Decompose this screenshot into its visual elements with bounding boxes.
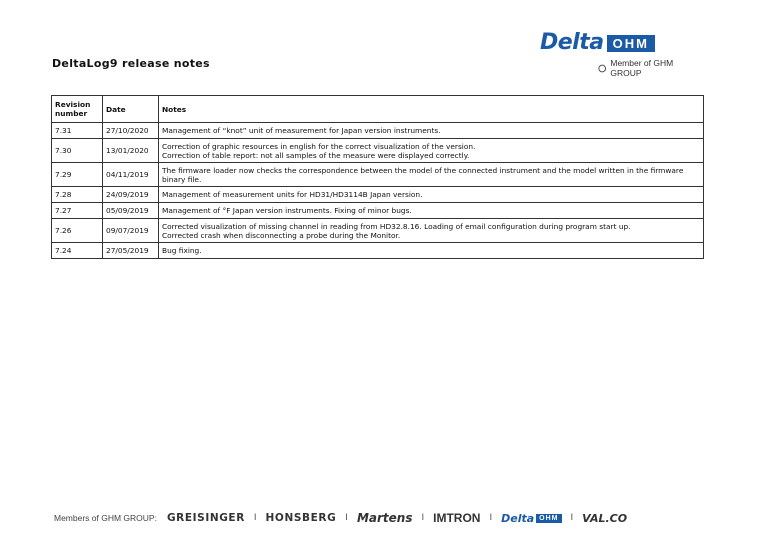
cell-notes	[159, 203, 704, 219]
cell-revision: 7.27	[52, 203, 103, 219]
logo-brand: Delta	[540, 30, 604, 55]
note-line: Management of measurement units for HD31/HD3114B Japan version.	[162, 190, 423, 199]
cell-date: 27/05/2019	[103, 243, 159, 259]
note-line: Management of °F Japan version instruments. Fixing of minor bugs.	[162, 206, 412, 215]
document-title: DeltaLog9 release notes	[52, 57, 210, 70]
cell-revision: 7.26	[52, 219, 103, 243]
ring-icon	[598, 64, 606, 73]
release-notes-table	[51, 95, 704, 259]
table-row	[52, 163, 704, 187]
brand-honsberg: HONSBERG	[265, 512, 337, 524]
cell-date: 04/11/2019	[103, 163, 159, 187]
cell-date: 24/09/2019	[103, 187, 159, 203]
table-row	[52, 187, 704, 203]
cell-notes	[159, 219, 704, 243]
table-row	[52, 219, 704, 243]
cell-revision: 7.31	[52, 123, 103, 139]
brand-martens: Martens	[356, 511, 413, 525]
cell-date: 09/07/2019	[103, 219, 159, 243]
brand-imtron: IMTRON	[433, 511, 481, 525]
footer-separator: I	[489, 513, 493, 523]
cell-date: 13/01/2020	[103, 139, 159, 163]
table-body	[52, 123, 704, 259]
logo-wordmark	[540, 32, 700, 54]
footer-separator: I	[421, 513, 425, 523]
note-line: Management of “knot” unit of measurement for Japan version instruments.	[162, 126, 441, 135]
note-line: Correction of table report: not all samples of the measure were displayed correctly.	[162, 150, 470, 160]
logo-brand-suffix: OHM	[607, 35, 655, 52]
table-row	[52, 243, 704, 259]
note-line: The firmware loader now checks the correspondence between the model of the connected instrument and the model written in the firmware binary file.	[162, 165, 684, 184]
footer-separator: I	[345, 513, 348, 523]
brand-deltaohm	[501, 512, 561, 525]
brand-delta-text: Delta	[501, 511, 535, 525]
header-notes: Notes	[159, 96, 704, 123]
footer-group-brands	[54, 511, 704, 525]
brand-valco: VAL.CO	[582, 511, 628, 525]
table-row	[52, 139, 704, 163]
header-revision: Revision number	[52, 96, 103, 123]
cell-revision: 7.24	[52, 243, 103, 259]
cell-notes	[159, 243, 704, 259]
logo-tagline: Member of GHM GROUP	[610, 58, 674, 78]
cell-notes	[159, 123, 704, 139]
logo-tagline-row	[540, 58, 700, 78]
table-row	[52, 203, 704, 219]
cell-date: 05/09/2019	[103, 203, 159, 219]
header-date: Date	[103, 96, 159, 123]
cell-revision: 7.30	[52, 139, 103, 163]
note-line: Corrected visualization of missing channel in reading from HD32.8.16. Loading of email configuration during program start up.	[162, 221, 631, 231]
brand-ohm-text: OHM	[536, 514, 561, 523]
deltaohm-logo	[540, 32, 700, 78]
table-row	[52, 123, 704, 139]
cell-revision: 7.28	[52, 187, 103, 203]
brand-greisinger: GREISINGER	[166, 512, 245, 524]
cell-date: 27/10/2020	[103, 123, 159, 139]
cell-notes	[159, 187, 704, 203]
cell-revision: 7.29	[52, 163, 103, 187]
note-line: Correction of graphic resources in english for the correct visualization of the version.	[162, 141, 476, 151]
cell-notes	[159, 139, 704, 163]
note-line: Bug fixing.	[162, 246, 202, 255]
table-header-row	[52, 96, 704, 123]
note-line: Corrected crash when disconnecting a probe during the Monitor.	[162, 230, 401, 240]
footer-separator: I	[570, 513, 574, 523]
cell-notes	[159, 163, 704, 187]
footer-separator: I	[253, 513, 257, 523]
footer-members-label: Members of GHM GROUP:	[54, 513, 157, 523]
